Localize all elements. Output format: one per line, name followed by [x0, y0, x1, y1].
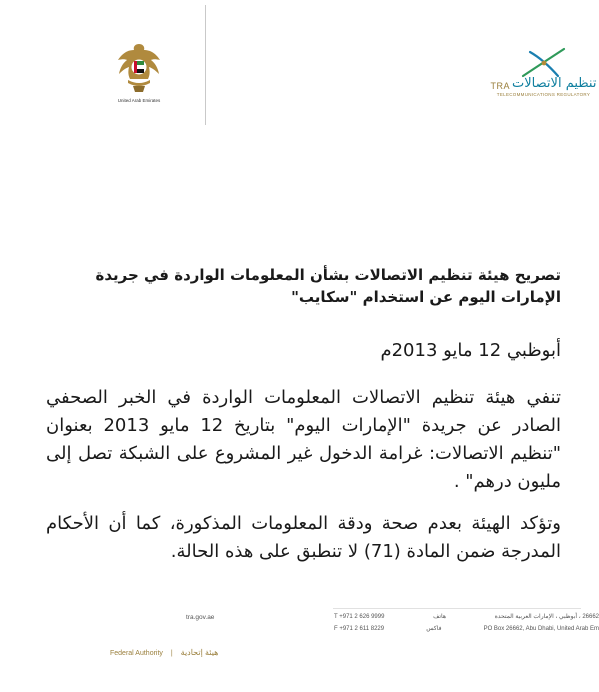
footer-phone-label: هاتف [433, 614, 447, 620]
footer-phone: T +971 2 626 9999 [334, 614, 385, 620]
tra-code: TRA [490, 81, 511, 91]
falcon-emblem-icon [114, 40, 164, 96]
statement-paragraph-2: وتؤكد الهيئة بعدم صحة ودقة المعلومات المذكورة، كما أن الأحكام المدرجة ضمن المادة (71) لا تنطبق على هذه الحالة. [46, 513, 561, 562]
uae-emblem [110, 40, 168, 103]
emblem-caption: United Arab Emirates [117, 98, 161, 103]
footer-fax-label: فاكس [426, 626, 442, 632]
statement-title [46, 264, 561, 308]
header-divider [205, 5, 206, 125]
tra-logo [490, 46, 597, 97]
footer-row-phone [334, 611, 599, 623]
footer-rule [333, 608, 581, 609]
tra-mark-icon [496, 46, 591, 80]
footer-contact-block [334, 611, 599, 635]
dateline: أبوظبي 12 مايو 2013م [380, 340, 561, 361]
footer-address-ar: 26662 ، أبوظبي ، الإمارات العربية المتحدة [494, 614, 599, 620]
tra-english-name: TELECOMMUNICATIONS REGULATORY [496, 92, 591, 97]
federal-authority-line [110, 648, 218, 657]
federal-authority-en: Federal Authority [110, 650, 163, 657]
federal-authority-ar: هيئة إتحادية [180, 648, 219, 657]
statement-paragraph-1: تنفي هيئة تنظيم الاتصالات المعلومات الواردة في الخبر الصحفي الصادر عن جريدة "الإمارات اليوم" بتاريخ 12 مايو 2013 بعنوان "تنظيم الاتصالات: غرامة الدخول غير المشروع على الشبكة تصل إلى مليون درهم" . [46, 387, 561, 492]
footer-address-en: PO Box 26662, Abu Dhabi, United Arab Em [483, 626, 599, 632]
statement-title-line-1: تصريح هيئة تنظيم الاتصالات بشأن المعلومات الواردة في جريدة [95, 266, 561, 284]
federal-separator: | [170, 650, 173, 657]
tra-arabic-name: تنظيم الاتصالات [512, 76, 597, 91]
statement-title-line-2: الإمارات اليوم عن استخدام "سكايب" [291, 288, 561, 306]
footer-website: tra.gov.ae [186, 614, 215, 621]
footer-fax: F +971 2 611 8229 [334, 626, 385, 632]
footer-row-fax [334, 623, 599, 635]
